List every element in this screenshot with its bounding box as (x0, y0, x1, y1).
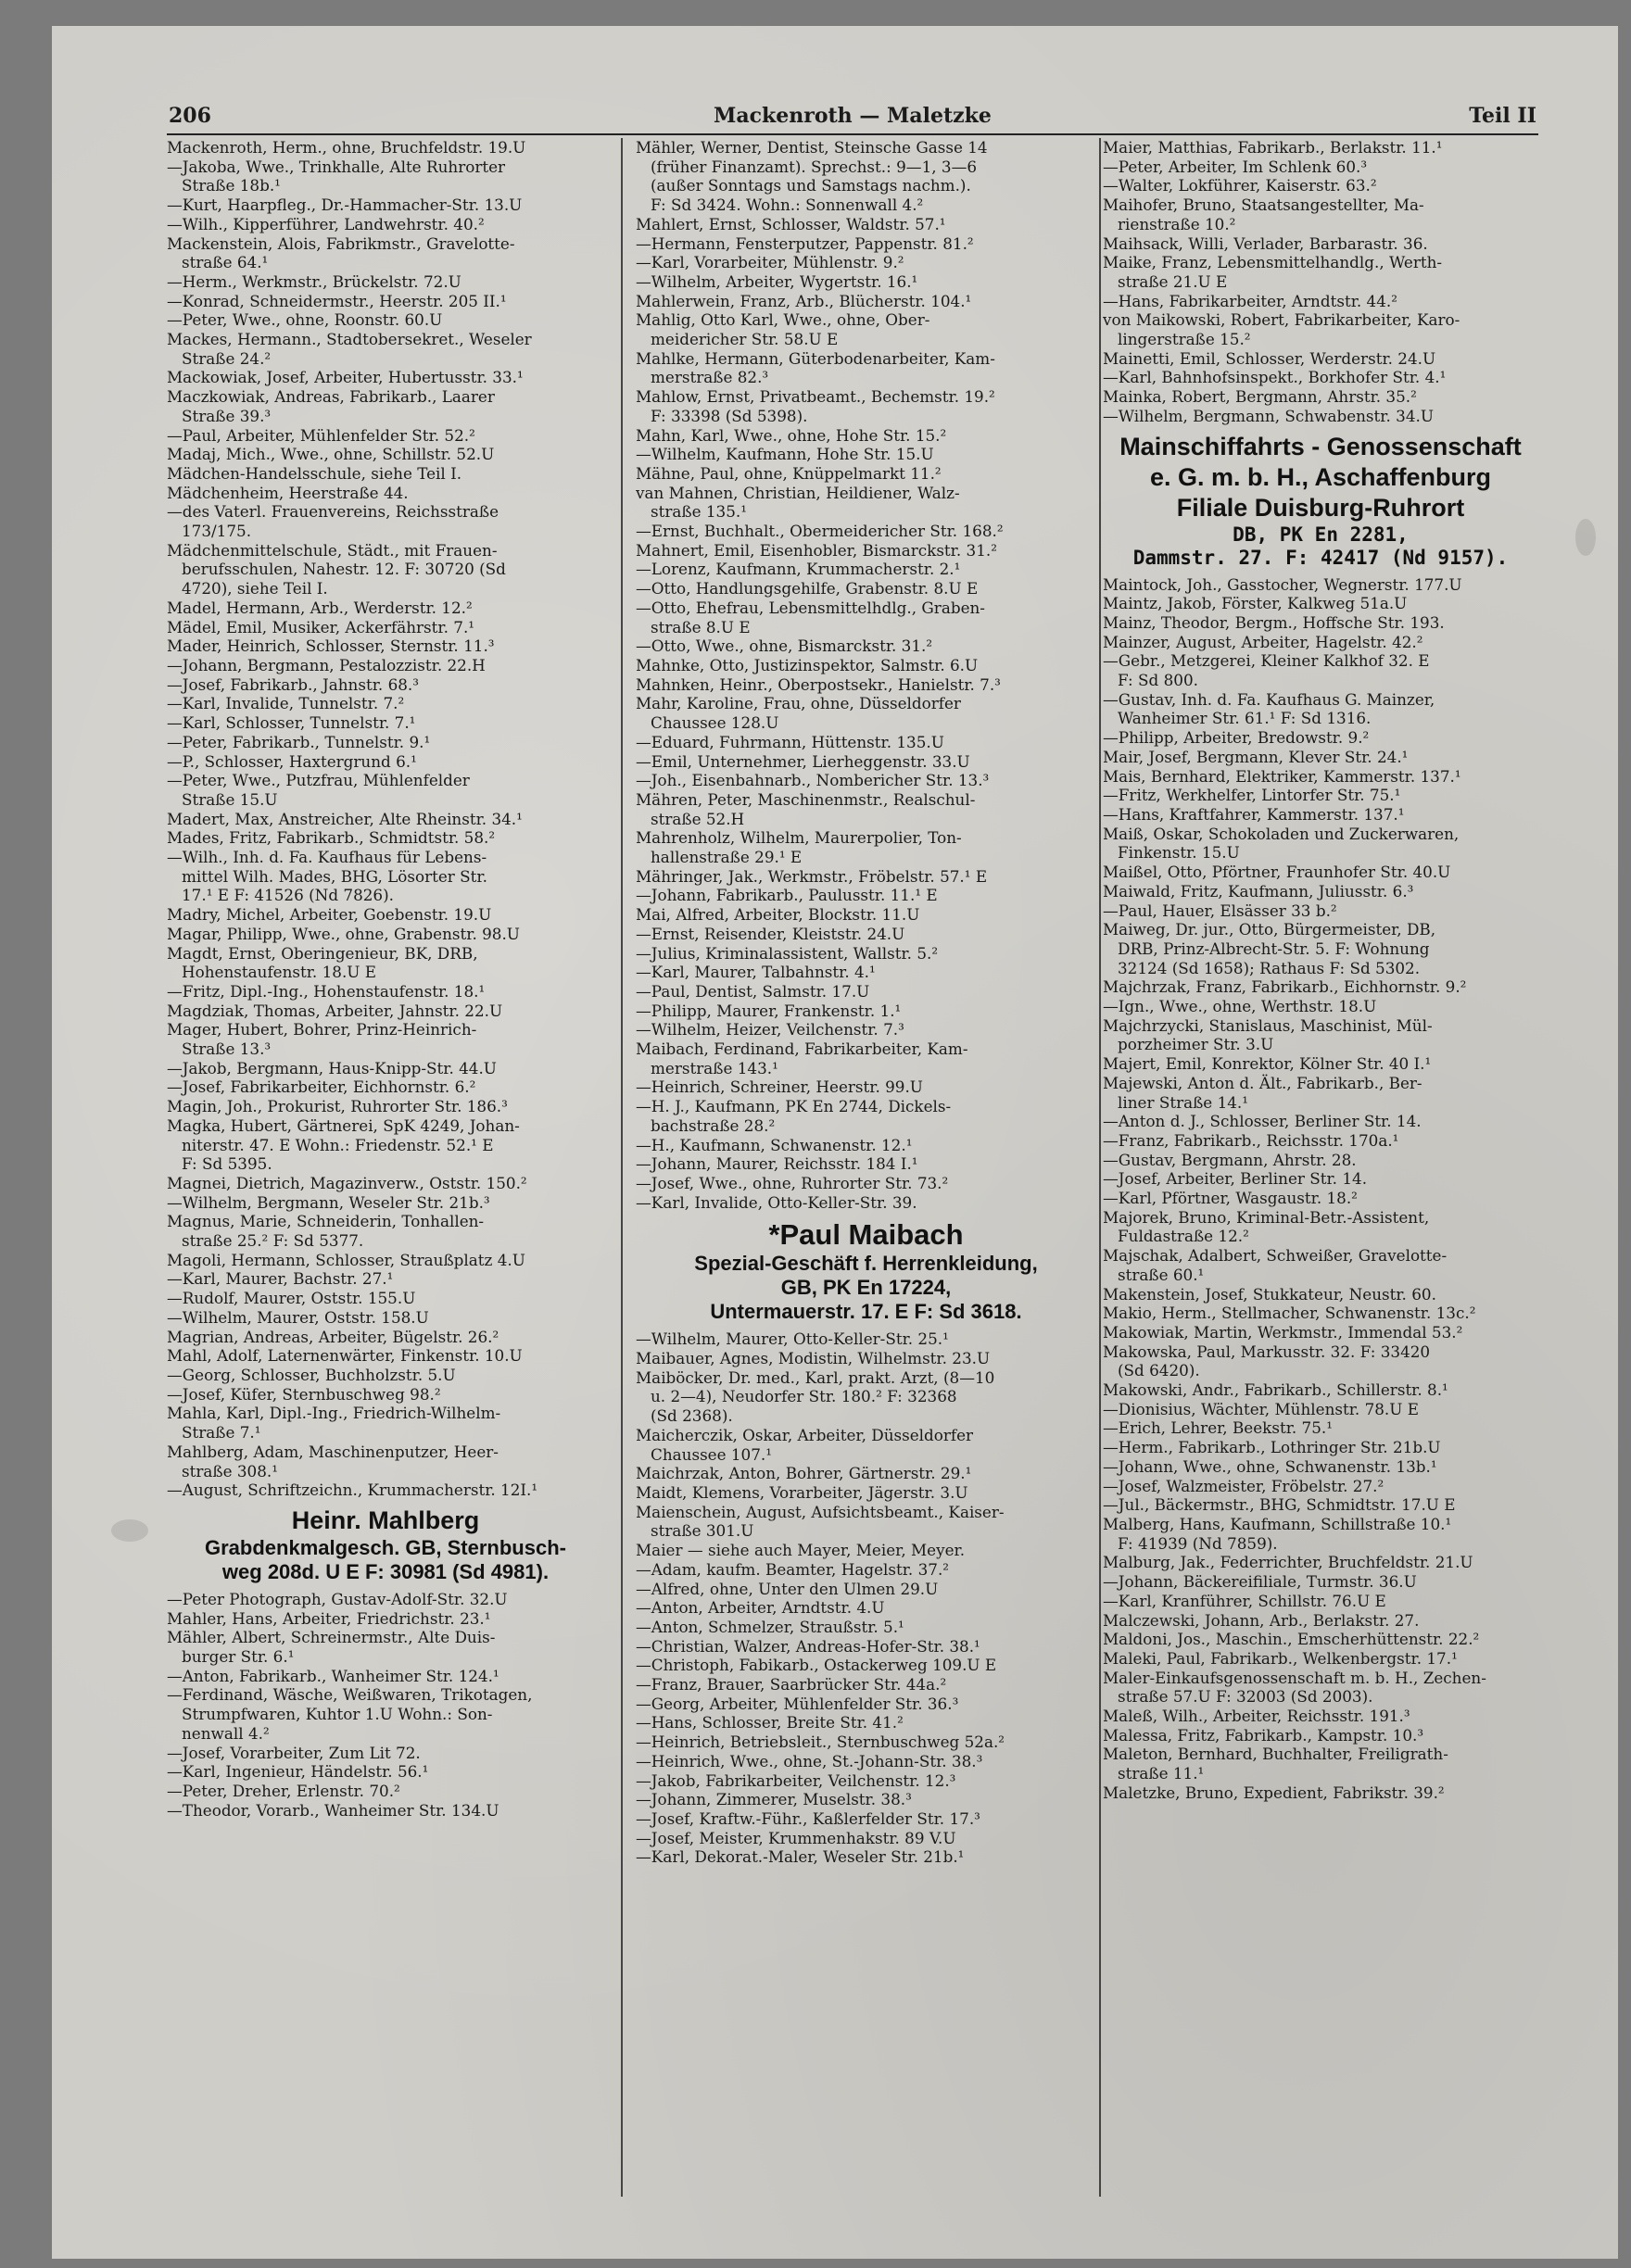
directory-entry: Mackenroth, Herm., ohne, Bruchfeldstr. 19.U (167, 138, 526, 157)
directory-entry: —Karl, Invalide, Tunnelstr. 7.² (167, 694, 405, 713)
directory-entry: —Hans, Fabrikarbeiter, Arndtstr. 44.² (1103, 291, 1397, 310)
directory-entry: —Johann, Maurer, Reichsstr. 184 I.¹ (636, 1154, 918, 1174)
directory-entry: 173/175. (182, 522, 252, 541)
directory-entry: —Karl, Vorarbeiter, Mühlenstr. 9.² (636, 253, 904, 272)
directory-entry: Mahnert, Emil, Eisenhobler, Bismarckstr. 31.² (636, 540, 997, 560)
directory-entry: hallenstraße 29.¹ E (651, 848, 803, 867)
directory-entry: Maczkowiak, Andreas, Fabrikarb., Laarer (167, 387, 495, 407)
paper-stain (1575, 519, 1596, 556)
directory-entry: Mähringer, Jak., Werkmstr., Fröbelstr. 57.¹ E (636, 866, 988, 886)
directory-entry: —Paul, Arbeiter, Mühlenfelder Str. 52.² (167, 425, 475, 445)
directory-entry: straße 301.U (651, 1521, 754, 1541)
directory-entry: —Wilhelm, Arbeiter, Wygertstr. 16.¹ (636, 271, 918, 291)
directory-entry: F: 33398 (Sd 5398). (651, 406, 808, 425)
directory-entry: —des Vaterl. Frauenvereins, Reichsstraße (167, 502, 499, 522)
directory-entry: —Jakob, Fabrikarbeiter, Veilchenstr. 12.³ (636, 1770, 956, 1790)
directory-entry: —Karl, Dekorat.-Maler, Weseler Str. 21b.¹ (636, 1847, 965, 1867)
directory-entry: Maiböcker, Dr. med., Karl, prakt. Arzt, (8—10 (636, 1367, 995, 1387)
directory-entry: Maintock, Joh., Gasstocher, Wegnerstr. 177.U (1103, 574, 1462, 594)
directory-entry: Strumpfwaren, Kuhtor 1.U Wohn.: Son- (182, 1705, 493, 1724)
directory-entry: Mai, Alfred, Arbeiter, Blockstr. 11.U (636, 905, 920, 925)
ad-line: Dammstr. 27. F: 42417 (Nd 9157). (1132, 546, 1509, 569)
directory-entry: Maier, Matthias, Fabrikarb., Berlakstr. 11.¹ (1103, 138, 1443, 157)
directory-entry: —Jakoba, Wwe., Trinkhalle, Alte Ruhrorter (167, 157, 506, 176)
directory-entry: Maidt, Klemens, Vorarbeiter, Jägerstr. 3.U (636, 1483, 968, 1502)
directory-entry: Maißel, Otto, Pförtner, Fraunhofer Str. 40.U (1103, 863, 1451, 882)
directory-entry: von Maikowski, Robert, Fabrikarbeiter, Karo- (1103, 310, 1460, 330)
directory-entry: Straße 15.U (182, 789, 278, 809)
column-divider (1099, 138, 1101, 2197)
directory-entry: —Otto, Ehefrau, Lebensmittelhdlg., Graben- (636, 598, 985, 617)
directory-entry: —Wilhelm, Heizer, Veilchenstr. 7.³ (636, 1020, 904, 1040)
directory-entry: Wanheimer Str. 61.¹ F: Sd 1316. (1118, 709, 1372, 728)
directory-entry: Malburg, Jak., Federrichter, Bruchfeldstr. 21.U (1103, 1553, 1473, 1572)
directory-entry: merstraße 143.¹ (651, 1058, 778, 1077)
directory-entry: —Karl, Schlosser, Tunnelstr. 7.¹ (167, 713, 416, 733)
directory-entry: —Konrad, Schneidermstr., Heerstr. 205 II.¹ (167, 291, 507, 310)
directory-entry: Mainzer, August, Arbeiter, Hagelstr. 42.² (1103, 632, 1423, 651)
directory-entry: Finkenstr. 15.U (1118, 843, 1240, 863)
directory-entry: Fuldastraße 12.² (1118, 1227, 1249, 1246)
directory-entry: Makenstein, Josef, Stukkateur, Neustr. 60. (1103, 1284, 1436, 1304)
directory-entry: Makowski, Andr., Fabrikarb., Schillerstr. 8.¹ (1103, 1380, 1448, 1400)
directory-entry: —Josef, Fabrikarbeiter, Eichhornstr. 6.² (167, 1077, 476, 1097)
directory-entry: Malessa, Fritz, Fabrikarb., Kampstr. 10.³ (1103, 1725, 1424, 1745)
part-label: Teil II (1469, 104, 1536, 128)
directory-entry: Mainka, Robert, Bergmann, Ahrstr. 35.² (1103, 387, 1417, 407)
directory-entry: straße 21.U E (1118, 271, 1228, 291)
directory-entry: —Karl, Maurer, Talbahnstr. 4.¹ (636, 963, 876, 982)
directory-entry: —Heinrich, Betriebsleit., Sternbuschweg 52a.² (636, 1732, 1005, 1752)
entry-list (636, 138, 1096, 1212)
advertisement-mahlberg (167, 1500, 604, 1590)
directory-entry: —Anton d. J., Schlosser, Berliner Str. 14. (1103, 1112, 1422, 1131)
directory-entry: —Wilhelm, Maurer, Otto-Keller-Str. 25.¹ (636, 1329, 949, 1349)
directory-entry: niterstr. 47. E Wohn.: Friedenstr. 52.¹ E (182, 1135, 494, 1154)
directory-entry: Mahler, Hans, Arbeiter, Friedrichstr. 23.¹ (167, 1608, 491, 1628)
ad-line: Grabdenkmalgesch. GB, Sternbusch- (205, 1535, 566, 1559)
directory-entry: —Georg, Schlosser, Buchholzstr. 5.U (167, 1366, 456, 1384)
directory-entry: Magar, Philipp, Wwe., ohne, Grabenstr. 98.U (167, 924, 520, 943)
directory-entry: Maihofer, Bruno, Staatsangestellter, Ma- (1103, 195, 1424, 215)
directory-entry: —Josef, Arbeiter, Berliner Str. 14. (1103, 1169, 1368, 1189)
column-2 (636, 138, 1096, 1867)
directory-entry: —Adam, kaufm. Beamter, Hagelstr. 37.² (636, 1559, 949, 1579)
directory-entry: Maintz, Jakob, Förster, Kalkweg 51a.U (1103, 594, 1408, 613)
directory-entry: 32124 (Sd 1658); Rathaus F: Sd 5302. (1118, 958, 1421, 977)
ad-line: GB, PK En 17224, (780, 1276, 952, 1300)
directory-entry: Mader, Heinrich, Schlosser, Sternstr. 11.³ (167, 636, 495, 656)
directory-entry: lingerstraße 15.² (1118, 330, 1251, 349)
directory-entry: —Julius, Kriminalassistent, Wallstr. 5.² (636, 943, 939, 963)
directory-entry: 17.¹ E F: 41526 (Nd 7826). (182, 886, 394, 905)
advertisement-mainschiffahrt (1103, 426, 1538, 575)
directory-entry: Hohenstaufenstr. 18.U E (182, 963, 377, 982)
directory-entry: Mackenstein, Alois, Fabrikmstr., Gravelotte- (167, 233, 515, 253)
directory-entry: —Jakob, Bergmann, Haus-Knipp-Str. 44.U (167, 1058, 497, 1077)
directory-entry: Straße 13.³ (182, 1040, 272, 1059)
ad-title: Filiale Duisburg-Ruhrort (1176, 493, 1465, 522)
ad-title: e. G. m. b. H., Aschaffenburg (1149, 462, 1492, 491)
directory-entry: straße 57.U F: 32003 (Sd 2003). (1118, 1687, 1373, 1707)
advertisement-maibach (636, 1212, 1096, 1329)
directory-entry: —Eduard, Fuhrmann, Hüttenstr. 135.U (636, 732, 944, 751)
ad-title: *Paul Maibach (768, 1218, 964, 1252)
directory-entry: —Otto, Handlungsgehilfe, Grabenstr. 8.U E (636, 579, 979, 598)
directory-entry: —Philipp, Arbeiter, Bredowstr. 9.² (1103, 728, 1370, 748)
directory-entry: Maienschein, August, Aufsichtsbeamt., Kaiser- (636, 1502, 1005, 1521)
running-header (167, 102, 1538, 135)
directory-entry: —Rudolf, Maurer, Oststr. 155.U (167, 1289, 416, 1308)
directory-entry: Mädel, Emil, Musiker, Ackerfährstr. 7.¹ (167, 617, 475, 636)
entry-list (167, 1590, 604, 1820)
directory-entry: 4720), siehe Teil I. (182, 579, 328, 598)
directory-entry: —Peter, Fabrikarb., Tunnelstr. 9.¹ (167, 732, 431, 751)
directory-entry: —Peter Photograph, Gustav-Adolf-Str. 32.U (167, 1589, 508, 1608)
directory-entry: Maiwald, Fritz, Kaufmann, Juliusstr. 6.³ (1103, 881, 1414, 901)
directory-entry: Maler-Einkaufsgenossenschaft m. b. H., Zechen- (1103, 1668, 1486, 1687)
directory-entry: straße 52.H (651, 809, 745, 828)
directory-entry: —Lorenz, Kaufmann, Krummacherstr. 2.¹ (636, 560, 961, 579)
directory-entry: Mahlow, Ernst, Privatbeamt., Bechemstr. 19.² (636, 387, 995, 407)
directory-entry: —Ernst, Buchhalt., Obermeidericher Str. 168.² (636, 522, 1004, 541)
directory-entry: liner Straße 14.¹ (1118, 1092, 1248, 1112)
directory-entry: Maleton, Bernhard, Buchhalter, Freiligrath- (1103, 1745, 1448, 1764)
directory-entry: Maicherczik, Oskar, Arbeiter, Düsseldorfer (636, 1425, 974, 1444)
directory-entry: Mahlerwein, Franz, Arb., Blücherstr. 104.¹ (636, 291, 972, 310)
column-divider (621, 138, 623, 2197)
directory-entry: —Johann, Wwe., ohne, Schwanenstr. 13b.¹ (1103, 1456, 1437, 1476)
directory-entry: Mahlke, Hermann, Güterbodenarbeiter, Kam- (636, 348, 995, 368)
directory-entry: Mades, Fritz, Fabrikarb., Schmidtstr. 58.² (167, 828, 496, 848)
directory-entry: Mähler, Albert, Schreinermstr., Alte Duis- (167, 1628, 496, 1647)
directory-entry: Mahlig, Otto Karl, Wwe., ohne, Ober- (636, 310, 930, 330)
directory-entry: —Christoph, Fabikarb., Ostackerweg 109.U E (636, 1656, 997, 1675)
directory-entry: Mähne, Paul, ohne, Knüppelmarkt 11.² (636, 463, 942, 483)
directory-entry: —Peter, Dreher, Erlenstr. 70.² (167, 1781, 400, 1800)
directory-entry: Straße 18b.¹ (182, 176, 281, 195)
directory-entry: Straße 7.¹ (182, 1423, 261, 1443)
ad-line: DB, PK En 2281, (1233, 523, 1409, 546)
directory-entry: —Franz, Fabrikarb., Reichsstr. 170a.¹ (1103, 1130, 1399, 1150)
column-3 (1103, 138, 1538, 1803)
directory-entry: —Johann, Fabrikarb., Paulusstr. 11.¹ E (636, 886, 938, 905)
directory-entry: Magin, Joh., Prokurist, Ruhrorter Str. 186.³ (167, 1097, 508, 1116)
column-1 (167, 138, 604, 1820)
directory-entry: —Peter, Wwe., Putzfrau, Mühlenfelder (167, 771, 470, 790)
page-number: 206 (169, 104, 211, 128)
directory-entry: Mahnken, Heinr., Oberpostsekr., Hanielstr. 7.³ (636, 674, 1001, 694)
directory-entry: van Mahnen, Christian, Heildiener, Walz- (636, 483, 960, 502)
directory-entry: —Joh., Eisenbahnarb., Nombericher Str. 13.³ (636, 771, 990, 790)
directory-entry: bachstraße 28.² (651, 1115, 776, 1135)
directory-entry: —Wilhelm, Maurer, Oststr. 158.U (167, 1307, 429, 1327)
directory-entry: Mahlert, Ernst, Schlosser, Waldstr. 57.¹ (636, 214, 946, 233)
directory-entry: Majewski, Anton d. Ält., Fabrikarb., Ber- (1103, 1073, 1422, 1092)
directory-entry: —Wilhelm, Bergmann, Schwabenstr. 34.U (1103, 406, 1434, 425)
directory-entry: meidericher Str. 58.U E (651, 330, 839, 349)
directory-entry: Madert, Max, Anstreicher, Alte Rheinstr. 34.¹ (167, 809, 523, 828)
directory-entry: Magka, Hubert, Gärtnerei, SpK 4249, Johan- (167, 1115, 520, 1135)
ad-line: Spezial-Geschäft f. Herrenkleidung, (694, 1252, 1038, 1276)
directory-entry: —Josef, Wwe., ohne, Ruhrorter Str. 73.² (636, 1173, 949, 1192)
directory-entry: Madel, Hermann, Arb., Werderstr. 12.² (167, 598, 473, 617)
directory-entry: Maier — siehe auch Mayer, Meier, Meyer. (636, 1541, 966, 1560)
directory-entry: —Josef, Küfer, Sternbuschweg 98.² (167, 1384, 441, 1404)
directory-entry: Magnei, Dietrich, Magazinverw., Oststr. 150.² (167, 1173, 527, 1192)
directory-entry: —Josef, Kraftw.-Führ., Kaßlerfelder Str. 17.³ (636, 1808, 980, 1828)
directory-entry: Malczewski, Johann, Arb., Berlakstr. 27. (1103, 1610, 1420, 1630)
directory-entry: u. 2—4), Neudorfer Str. 180.² F: 32368 (651, 1387, 957, 1406)
directory-entry: straße 8.U E (651, 617, 751, 636)
directory-entry: Mädchenmittelschule, Städt., mit Frauen- (167, 540, 498, 560)
directory-entry: Maihsack, Willi, Verlader, Barbarastr. 36. (1103, 233, 1428, 253)
directory-entry: —Georg, Arbeiter, Mühlenfelder Str. 36.³ (636, 1694, 959, 1713)
directory-entry: —Josef, Meister, Krummenhakstr. 89 V.U (636, 1828, 956, 1847)
directory-entry: Maldoni, Jos., Maschin., Emscherhüttenstr. 22.² (1103, 1630, 1480, 1649)
directory-entry: Majschak, Adalbert, Schweißer, Gravelotte- (1103, 1246, 1448, 1266)
directory-entry: Mahl, Adolf, Laternenwärter, Finkenstr. 10.U (167, 1346, 523, 1366)
directory-entry: Makowiak, Martin, Werkmstr., Immendal 53.² (1103, 1322, 1463, 1342)
ad-line: weg 208d. U E F: 30981 (Sd 4981). (221, 1559, 550, 1583)
directory-entry: —Franz, Brauer, Saarbrücker Str. 44a.² (636, 1675, 947, 1695)
directory-entry: —P., Schlosser, Haxtergrund 6.¹ (167, 751, 417, 771)
directory-entry: —H. J., Kaufmann, PK En 2744, Dickels- (636, 1097, 952, 1116)
directory-entry: —Otto, Wwe., ohne, Bismarckstr. 31.² (636, 636, 933, 656)
directory-entry: —Karl, Pförtner, Wasgaustr. 18.² (1103, 1189, 1358, 1208)
directory-entry: —Theodor, Vorarb., Wanheimer Str. 134.U (167, 1800, 499, 1820)
directory-entry: —Wilhelm, Bergmann, Weseler Str. 21b.³ (167, 1192, 490, 1212)
directory-entry: Maibauer, Agnes, Modistin, Wilhelmstr. 23.U (636, 1349, 991, 1368)
directory-entry: —Alfred, ohne, Unter den Ulmen 29.U (636, 1579, 939, 1598)
entry-range: Mackenroth — Maletzke (714, 104, 992, 128)
directory-entry: (früher Finanzamt). Sprechst.: 9—1, 3—6 (651, 157, 978, 176)
directory-entry: Chaussee 107.¹ (651, 1444, 772, 1464)
directory-entry: (außer Sonntags und Samstags nachm.). (651, 176, 971, 195)
directory-entry: —Herm., Fabrikarb., Lothringer Str. 21b.U (1103, 1438, 1441, 1457)
directory-entry: F: Sd 3424. Wohn.: Sonnenwall 4.² (651, 195, 924, 215)
directory-entry: Maiweg, Dr. jur., Otto, Bürgermeister, DB, (1103, 920, 1436, 939)
directory-entry: (Sd 2368). (651, 1406, 733, 1426)
directory-entry: —Karl, Ingenieur, Händelstr. 56.¹ (167, 1762, 429, 1782)
directory-entry: Majert, Emil, Konrektor, Kölner Str. 40 I.¹ (1103, 1054, 1432, 1074)
directory-entry: nenwall 4.² (182, 1723, 270, 1743)
directory-entry: Maike, Franz, Lebensmittelhandlg., Werth- (1103, 253, 1443, 272)
directory-entry: Maibach, Ferdinand, Fabrikarbeiter, Kam- (636, 1040, 968, 1059)
directory-entry: —Walter, Lokführer, Kaiserstr. 63.² (1103, 176, 1377, 195)
directory-entry: —Peter, Wwe., ohne, Roonstr. 60.U (167, 310, 443, 330)
directory-entry: Mainz, Theodor, Bergm., Hoffsche Str. 193. (1103, 612, 1445, 632)
directory-entry: —Hermann, Fensterputzer, Pappenstr. 81.² (636, 233, 974, 253)
directory-entry: berufsschulen, Nahestr. 12. F: 30720 (Sd (182, 560, 506, 579)
directory-entry: —Gustav, Bergmann, Ahrstr. 28. (1103, 1150, 1357, 1169)
directory-entry: Mahla, Karl, Dipl.-Ing., Friedrich-Wilhelm- (167, 1404, 501, 1423)
directory-entry: (Sd 6420). (1118, 1361, 1200, 1380)
directory-entry: —Josef, Walzmeister, Fröbelstr. 27.² (1103, 1476, 1384, 1495)
directory-entry: —Karl, Kranführer, Schillstr. 76.U E (1103, 1591, 1386, 1610)
directory-entry: —Gebr., Metzgerei, Kleiner Kalkhof 32. E (1103, 651, 1430, 671)
entry-list (1103, 575, 1538, 1803)
directory-entry: straße 135.¹ (651, 502, 747, 522)
directory-entry: Madaj, Mich., Wwe., ohne, Schillstr. 52.U (167, 445, 495, 464)
directory-entry: Mackes, Hermann., Stadtobersekret., Weseler (167, 330, 532, 349)
directory-entry: Malberg, Hans, Kaufmann, Schillstraße 10.¹ (1103, 1515, 1452, 1533)
directory-entry: Straße 24.² (182, 348, 272, 368)
directory-entry: Mähren, Peter, Maschinenmstr., Realschul- (636, 789, 976, 809)
directory-entry: Maiß, Oskar, Schokoladen und Zuckerwaren, (1103, 824, 1460, 843)
directory-entry: —Ferdinand, Wäsche, Weißwaren, Trikotagen, (167, 1685, 533, 1705)
directory-entry: Magrian, Andreas, Arbeiter, Bügelstr. 26.² (167, 1327, 499, 1346)
directory-entry: Mainetti, Emil, Schlosser, Werderstr. 24.U (1103, 348, 1436, 368)
directory-entry: —Wilhelm, Kaufmann, Hohe Str. 15.U (636, 445, 934, 464)
directory-entry: Makio, Herm., Stellmacher, Schwanenstr. 13c.² (1103, 1304, 1476, 1323)
directory-entry: Mahr, Karoline, Frau, ohne, Düsseldorfer (636, 694, 961, 713)
directory-entry: straße 60.¹ (1118, 1265, 1205, 1284)
directory-entry: Maleki, Paul, Fabrikarb., Welkenbergstr. 17.¹ (1103, 1648, 1458, 1668)
directory-entry: —Philipp, Maurer, Frankenstr. 1.¹ (636, 1001, 902, 1020)
directory-entry: Chaussee 128.U (651, 713, 779, 733)
directory-entry: Mair, Josef, Bergmann, Klever Str. 24.¹ (1103, 747, 1409, 766)
directory-entry: Madry, Michel, Arbeiter, Goebenstr. 19.U (167, 905, 492, 925)
directory-entry: —Heinrich, Schreiner, Heerstr. 99.U (636, 1077, 923, 1097)
directory-entry: Magoli, Hermann, Schlosser, Straußplatz 4.U (167, 1250, 525, 1269)
directory-entry: Maichrzak, Anton, Bohrer, Gärtnerstr. 29.¹ (636, 1464, 972, 1483)
directory-entry: Maleß, Wilh., Arbeiter, Reichsstr. 191.³ (1103, 1707, 1410, 1726)
directory-entry: Mädchen-Handelsschule, siehe Teil I. (167, 463, 462, 483)
directory-entry: —Josef, Vorarbeiter, Zum Lit 72. (167, 1743, 421, 1762)
directory-entry: —Paul, Hauer, Elsässer 33 b.² (1103, 901, 1337, 920)
directory-entry: —Wilh., Kipperführer, Landwehrstr. 40.² (167, 214, 485, 233)
directory-entry: —Anton, Arbeiter, Arndtstr. 4.U (636, 1598, 885, 1618)
directory-entry: Magdt, Ernst, Oberingenieur, BK, DRB, (167, 943, 478, 963)
ad-title: Mainschiffahrts - Genossenschaft (1119, 432, 1522, 460)
directory-entry: —Johann, Bergmann, Pestalozzistr. 22.H (167, 655, 486, 674)
directory-entry: —Johann, Bäckereifiliale, Turmstr. 36.U (1103, 1572, 1417, 1592)
directory-entry: straße 308.¹ (182, 1461, 278, 1480)
paper-stain (111, 1519, 148, 1542)
directory-entry: —Emil, Unternehmer, Lierheggenstr. 33.U (636, 751, 970, 771)
directory-entry: —Karl, Invalide, Otto-Keller-Str. 39. (636, 1192, 917, 1212)
entry-list (636, 1329, 1096, 1867)
directory-entry: —Hans, Kraftfahrer, Kammerstr. 137.¹ (1103, 804, 1405, 824)
directory-entry: rienstraße 10.² (1118, 214, 1236, 233)
directory-entry: —Kurt, Haarpfleg., Dr.-Hammacher-Str. 13.U (167, 195, 523, 215)
directory-entry: —Fritz, Werkhelfer, Lintorfer Str. 75.¹ (1103, 786, 1401, 805)
directory-entry: Majchrzycki, Stanislaus, Maschinist, Mül- (1103, 1015, 1433, 1035)
directory-entry: —Christian, Walzer, Andreas-Hofer-Str. 38.¹ (636, 1636, 980, 1656)
directory-entry: —Hans, Schlosser, Breite Str. 41.² (636, 1713, 904, 1732)
directory-entry: Mädchenheim, Heerstraße 44. (167, 483, 409, 502)
directory-entry: —Anton, Fabrikarb., Wanheimer Str. 124.¹ (167, 1666, 499, 1685)
directory-entry: —Wilh., Inh. d. Fa. Kaufhaus für Lebens- (167, 848, 487, 867)
ad-line: Untermauerstr. 17. E F: Sd 3618. (710, 1300, 1022, 1324)
directory-entry: Mähler, Werner, Dentist, Steinsche Gasse 14 (636, 138, 988, 157)
directory-entry: F: Sd 5395. (182, 1154, 272, 1174)
directory-entry: Magdziak, Thomas, Arbeiter, Jahnstr. 22.U (167, 1001, 503, 1020)
directory-entry: Mahlberg, Adam, Maschinenputzer, Heer- (167, 1442, 499, 1461)
directory-entry: Mahrenholz, Wilhelm, Maurerpolier, Ton- (636, 828, 962, 848)
directory-entry: —Heinrich, Wwe., ohne, St.-Johann-Str. 38.³ (636, 1751, 983, 1770)
directory-entry: —Fritz, Dipl.-Ing., Hohenstaufenstr. 18.¹ (167, 981, 486, 1001)
directory-entry: —H., Kaufmann, Schwanenstr. 12.¹ (636, 1135, 913, 1154)
directory-entry: straße 25.² F: Sd 5377. (182, 1231, 364, 1251)
directory-entry: —Anton, Schmelzer, Straußstr. 5.¹ (636, 1617, 904, 1636)
directory-entry: Makowska, Paul, Markusstr. 32. F: 33420 (1103, 1342, 1431, 1361)
directory-entry: —August, Schriftzeichn., Krummacherstr. 12I.¹ (167, 1480, 538, 1500)
directory-entry: straße 11.¹ (1118, 1764, 1205, 1783)
directory-entry: —Ign., Wwe., ohne, Werthstr. 18.U (1103, 997, 1377, 1016)
directory-entry: —Dionisius, Wächter, Mühlenstr. 78.U E (1103, 1399, 1419, 1418)
directory-entry: —Herm., Werkmstr., Brückelstr. 72.U (167, 271, 461, 291)
directory-entry: Mackowiak, Josef, Arbeiter, Hubertusstr. 33.¹ (167, 368, 524, 387)
directory-entry: —Jul., Bäckermstr., BHG, Schmidtstr. 17.U E (1103, 1495, 1456, 1515)
directory-entry: F: Sd 800. (1118, 671, 1198, 690)
directory-entry: straße 64.¹ (182, 253, 269, 272)
directory-entry: merstraße 82.³ (651, 368, 769, 387)
directory-entry: —Paul, Dentist, Salmstr. 17.U (636, 981, 870, 1001)
directory-entry: Mais, Bernhard, Elektriker, Kammerstr. 137.¹ (1103, 766, 1461, 786)
directory-entry: Magnus, Marie, Schneiderin, Tonhallen- (167, 1212, 485, 1231)
directory-entry: —Gustav, Inh. d. Fa. Kaufhaus G. Mainzer, (1103, 689, 1435, 709)
directory-entry: mittel Wilh. Mades, BHG, Lösorter Str. (182, 866, 487, 886)
directory-entry: Mahn, Karl, Wwe., ohne, Hohe Str. 15.² (636, 425, 947, 445)
directory-entry: F: 41939 (Nd 7859). (1118, 1533, 1278, 1553)
ad-title: Heinr. Mahlberg (291, 1506, 480, 1534)
directory-entry: —Peter, Arbeiter, Im Schlenk 60.³ (1103, 157, 1368, 176)
directory-entry: —Ernst, Reisender, Kleiststr. 24.U (636, 924, 905, 943)
directory-entry: Majorek, Bruno, Kriminal-Betr.-Assistent, (1103, 1207, 1430, 1227)
directory-entry: —Johann, Zimmerer, Muselstr. 38.³ (636, 1790, 912, 1809)
directory-entry: Straße 39.³ (182, 406, 272, 425)
directory-entry: Majchrzak, Franz, Fabrikarb., Eichhornstr. 9.² (1103, 977, 1467, 997)
directory-entry: DRB, Prinz-Albrecht-Str. 5. F: Wohnung (1118, 939, 1430, 958)
directory-entry: —Erich, Lehrer, Beekstr. 75.¹ (1103, 1418, 1333, 1438)
entry-list (167, 138, 604, 1500)
entry-list (1103, 138, 1538, 426)
directory-entry: —Karl, Maurer, Bachstr. 27.¹ (167, 1269, 394, 1289)
directory-entry: porzheimer Str. 3.U (1118, 1035, 1274, 1054)
directory-entry: Mager, Hubert, Bohrer, Prinz-Heinrich- (167, 1020, 477, 1040)
directory-entry: burger Str. 6.¹ (182, 1647, 295, 1667)
directory-entry: —Karl, Bahnhofsinspekt., Borkhofer Str. 4.¹ (1103, 368, 1447, 387)
directory-entry: Mahnke, Otto, Justizinspektor, Salmstr. 6.U (636, 655, 979, 674)
directory-entry: —Josef, Fabrikarb., Jahnstr. 68.³ (167, 674, 419, 694)
directory-entry: Maletzke, Bruno, Expedient, Fabrikstr. 39.² (1103, 1783, 1445, 1802)
